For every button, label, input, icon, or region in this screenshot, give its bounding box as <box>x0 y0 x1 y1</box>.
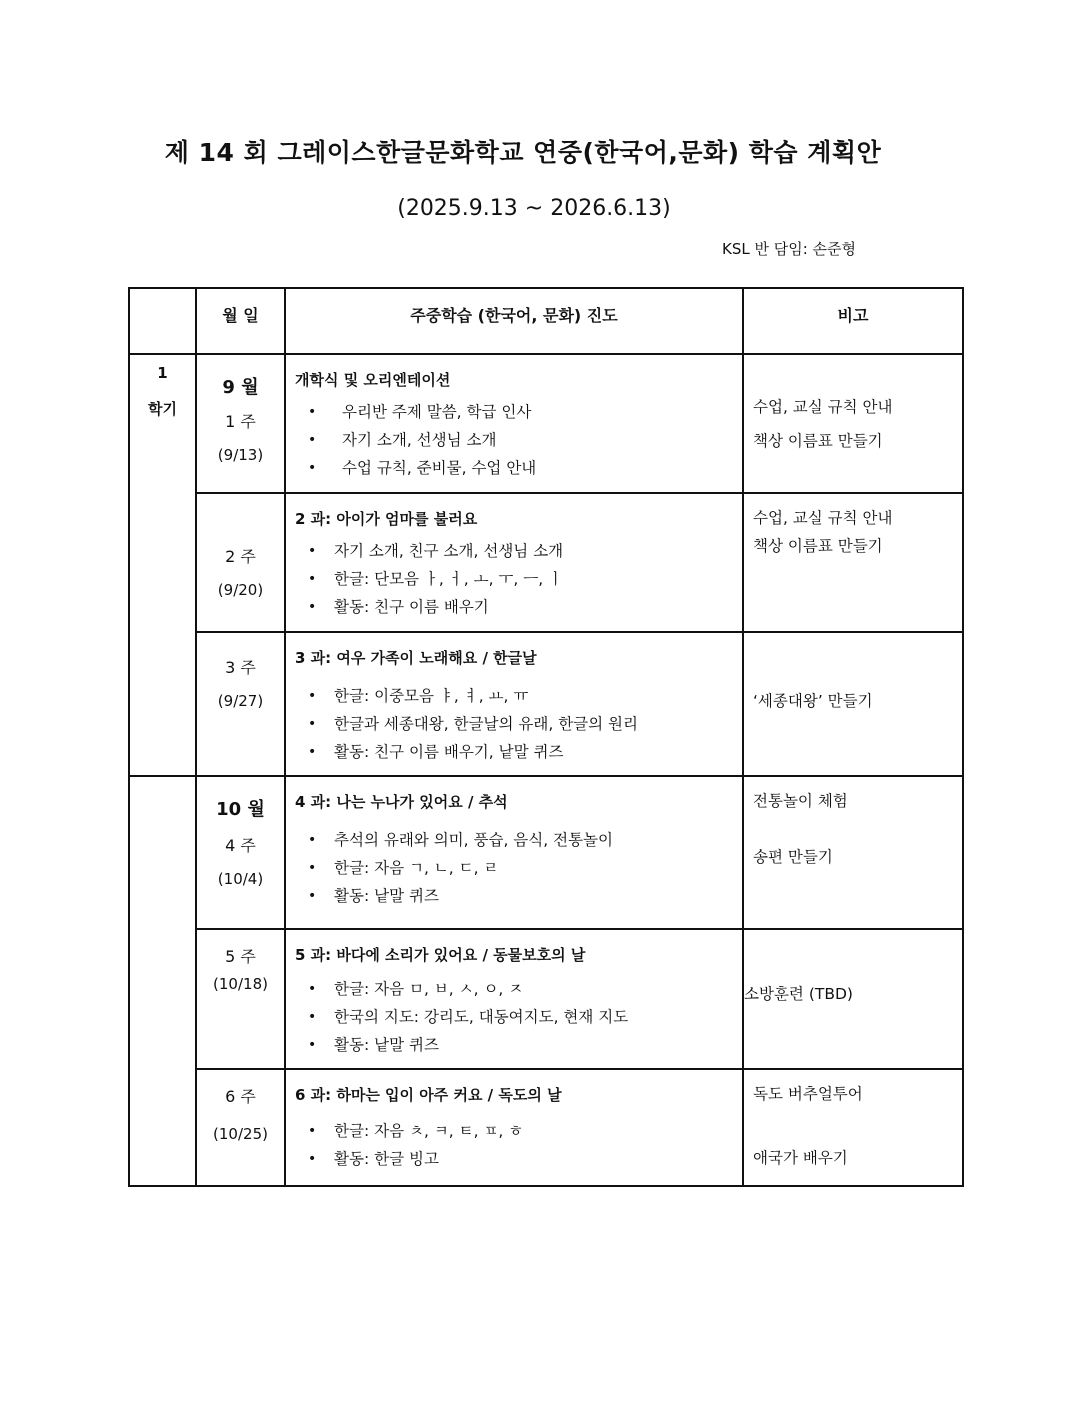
header-date: 월 일 <box>196 288 285 354</box>
table-row <box>129 1069 963 1186</box>
date-cell <box>196 929 285 1069</box>
remark-text: 독도 버추얼투어 <box>753 1085 863 1103</box>
remark-text: 책상 이름표 만들기 <box>753 537 883 555</box>
lesson-title: 개학식 및 오리엔테이션 <box>295 371 451 389</box>
remark-text: 애국가 배우기 <box>753 1149 848 1167</box>
lesson-items <box>286 682 742 766</box>
list-item: • 활동: 낱말 퀴즈 <box>286 882 742 910</box>
list-item: • 활동: 낱말 퀴즈 <box>286 1031 742 1059</box>
semester-number: 1 <box>157 364 168 382</box>
lesson-title: 6 과: 하마는 입이 아주 커요 / 독도의 날 <box>295 1086 562 1104</box>
header-curriculum: 주중학습 (한국어, 문화) 진도 <box>285 288 743 354</box>
curriculum-cell <box>285 354 743 493</box>
list-item: • 우리반 주제 말씀, 학급 인사 <box>286 398 742 426</box>
date-label: (9/13) <box>217 446 264 464</box>
list-item: • 한글: 자음 ㄱ, ㄴ, ㄷ, ㄹ <box>286 854 742 882</box>
month-label: 10 월 <box>216 799 265 820</box>
table-row <box>129 776 963 929</box>
date-label: (9/20) <box>217 581 264 599</box>
date-cell <box>196 493 285 632</box>
teacher-label: KSL 반 담임: 손준형 <box>722 240 857 258</box>
curriculum-cell <box>285 493 743 632</box>
week-label: 3 주 <box>225 658 256 677</box>
lesson-title: 5 과: 바다에 소리가 있어요 / 동물보호의 날 <box>295 946 586 964</box>
list-item: • 한글과 세종대왕, 한글날의 유래, 한글의 원리 <box>286 710 742 738</box>
remarks-cell <box>743 632 963 776</box>
header-semester <box>129 288 196 354</box>
date-label: (10/18) <box>213 975 268 993</box>
header-remarks: 비고 <box>743 288 963 354</box>
lesson-items <box>286 1117 742 1173</box>
list-item: • 활동: 친구 이름 배우기, 낱말 퀴즈 <box>286 738 742 766</box>
remark-text: 송편 만들기 <box>753 848 833 866</box>
table-row <box>129 354 963 493</box>
lesson-title: 4 과: 나는 누나가 있어요 / 추석 <box>295 793 508 811</box>
table-row <box>129 632 963 776</box>
list-item: • 한글: 자음 ㅁ, ㅂ, ㅅ, ㅇ, ㅈ <box>286 975 742 1003</box>
remark-text: ‘세종대왕’ 만들기 <box>753 692 873 710</box>
date-cell <box>196 776 285 929</box>
remark-text: 전통놀이 체험 <box>753 792 848 810</box>
document-title: 제 14 회 그레이스한글문화학교 연중(한국어,문화) 학습 계획안 <box>164 138 882 167</box>
list-item: • 수업 규칙, 준비물, 수업 안내 <box>286 454 742 482</box>
curriculum-cell <box>285 1069 743 1186</box>
remarks-cell <box>743 354 963 493</box>
list-item: • 자기 소개, 친구 소개, 선생님 소개 <box>286 537 742 565</box>
curriculum-cell <box>285 776 743 929</box>
lesson-items <box>286 537 742 621</box>
date-cell <box>196 632 285 776</box>
week-label: 4 주 <box>225 836 256 855</box>
semester-cell-empty <box>129 776 196 1186</box>
remarks-cell <box>743 1069 963 1186</box>
curriculum-cell <box>285 632 743 776</box>
date-label: (10/25) <box>213 1125 268 1143</box>
week-label: 5 주 <box>225 947 256 966</box>
remark-text: 수업, 교실 규칙 안내 <box>753 398 893 416</box>
list-item: • 추석의 유래와 의미, 풍습, 음식, 전통놀이 <box>286 826 742 854</box>
list-item: • 한글: 단모음 ㅏ, ㅓ, ㅗ, ㅜ, ㅡ, ㅣ <box>286 565 742 593</box>
lesson-items <box>286 975 742 1059</box>
date-cell <box>196 354 285 493</box>
lesson-items <box>286 398 742 482</box>
list-item: • 자기 소개, 선생님 소개 <box>286 426 742 454</box>
date-label: (10/4) <box>217 870 264 888</box>
remarks-cell <box>743 776 963 929</box>
table-header-row <box>129 288 963 354</box>
list-item: • 활동: 한글 빙고 <box>286 1145 742 1173</box>
lesson-items <box>286 826 742 910</box>
month-label: 9 월 <box>222 377 259 398</box>
lesson-title: 3 과: 여우 가족이 노래해요 / 한글날 <box>295 649 537 667</box>
semester-label: 학기 <box>148 400 177 418</box>
list-item: • 한국의 지도: 강리도, 대동여지도, 현재 지도 <box>286 1003 742 1031</box>
remarks-cell <box>743 493 963 632</box>
table-row <box>129 493 963 632</box>
list-item: • 활동: 친구 이름 배우기 <box>286 593 742 621</box>
list-item: • 한글: 이중모음 ㅑ, ㅕ, ㅛ, ㅠ <box>286 682 742 710</box>
table-row <box>129 929 963 1069</box>
lesson-plan-table <box>128 287 964 1187</box>
week-label: 6 주 <box>225 1087 256 1106</box>
remark-text: 소방훈련 (TBD) <box>744 985 853 1003</box>
list-item: • 한글: 자음 ㅊ, ㅋ, ㅌ, ㅍ, ㅎ <box>286 1117 742 1145</box>
remark-text: 수업, 교실 규칙 안내 <box>753 509 893 527</box>
remark-text: 책상 이름표 만들기 <box>753 432 883 450</box>
week-label: 1 주 <box>225 412 256 431</box>
curriculum-cell <box>285 929 743 1069</box>
document-period: (2025.9.13 ~ 2026.6.13) <box>397 196 671 221</box>
remarks-cell <box>743 929 963 1069</box>
date-cell <box>196 1069 285 1186</box>
lesson-title: 2 과: 아이가 엄마를 불러요 <box>295 510 478 528</box>
week-label: 2 주 <box>225 547 256 566</box>
semester-cell <box>129 354 196 776</box>
date-label: (9/27) <box>217 692 264 710</box>
